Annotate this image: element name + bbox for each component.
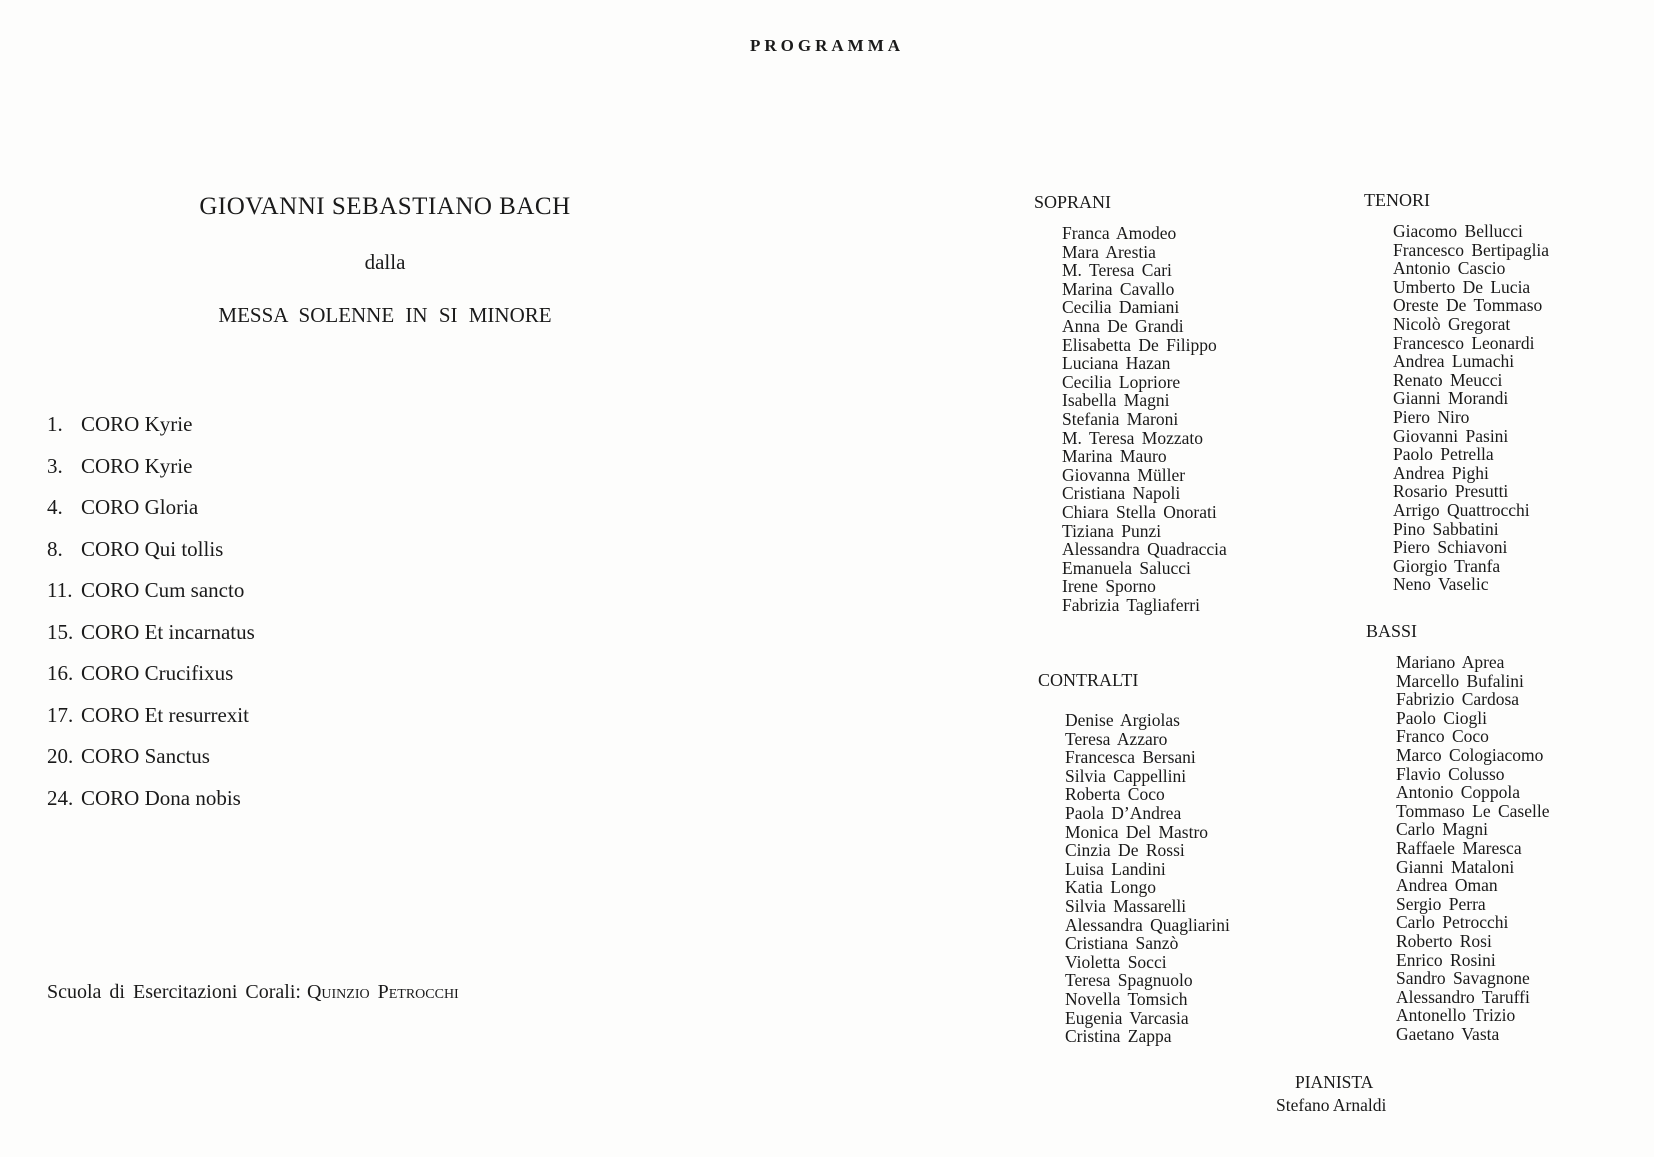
list-item: Elisabetta De Filippo bbox=[1062, 334, 1217, 355]
list-item: Renato Meucci bbox=[1393, 369, 1503, 390]
list-item: Alessandra Quagliarini bbox=[1065, 914, 1230, 935]
list-item: Francesca Bersani bbox=[1065, 747, 1196, 768]
movement-text: CORO Cum sancto bbox=[81, 578, 245, 602]
section-heading-pianista: PIANISTA bbox=[1295, 1072, 1374, 1092]
list-item: Luciana Hazan bbox=[1062, 353, 1171, 374]
movement-item bbox=[47, 495, 255, 537]
list-item: Giovanna Müller bbox=[1062, 464, 1186, 485]
movement-text: CORO Sanctus bbox=[81, 744, 210, 768]
list-item: Irene Sporno bbox=[1062, 576, 1156, 597]
list-item: Gaetano Vasta bbox=[1396, 1023, 1500, 1044]
list-item: Teresa Spagnuolo bbox=[1065, 970, 1193, 991]
list-item: Violetta Socci bbox=[1065, 951, 1167, 972]
movement-item bbox=[47, 786, 255, 828]
list-item: Pino Sabbatini bbox=[1393, 518, 1499, 539]
list-item: Sergio Perra bbox=[1396, 893, 1486, 914]
list-item: Fabrizio Cardosa bbox=[1396, 689, 1520, 710]
composer-name: GIOVANNI SEBASTIANO BACH bbox=[199, 193, 571, 220]
pianist-name: Stefano Arnaldi bbox=[1276, 1095, 1387, 1115]
list-item: Cecilia Lopriore bbox=[1062, 371, 1181, 392]
list-item: Andrea Lumachi bbox=[1393, 351, 1515, 372]
list-item: Neno Vaselic bbox=[1393, 574, 1489, 595]
list-item: Cristiana Napoli bbox=[1062, 483, 1181, 504]
list-item: Tommaso Le Caselle bbox=[1396, 800, 1550, 821]
list-item: Antonio Cascio bbox=[1393, 258, 1506, 279]
movement-number: 11. bbox=[47, 578, 73, 602]
movement-item bbox=[47, 703, 255, 745]
list-item: Francesco Bertipaglia bbox=[1393, 239, 1550, 260]
list-item: Giovanni Pasini bbox=[1393, 425, 1509, 446]
movement-text: CORO Kyrie bbox=[81, 412, 193, 436]
list-item: Sandro Savagnone bbox=[1396, 968, 1530, 989]
list-item: Alessandra Quadraccia bbox=[1062, 539, 1227, 560]
movement-text: CORO Crucifixus bbox=[81, 661, 234, 685]
list-item: Tiziana Punzi bbox=[1062, 520, 1162, 541]
list-item: Arrigo Quattrocchi bbox=[1393, 499, 1530, 520]
list-item: Emanuela Salucci bbox=[1062, 557, 1191, 578]
list-item: Stefania Maroni bbox=[1062, 408, 1179, 429]
movement-text: CORO Et incarnatus bbox=[81, 619, 255, 644]
movement-number: 15. bbox=[47, 619, 74, 644]
list-item: Katia Longo bbox=[1065, 877, 1156, 898]
movement-item bbox=[47, 620, 255, 662]
movement-text: CORO Kyrie bbox=[81, 453, 193, 478]
list-item: Mariano Aprea bbox=[1396, 652, 1505, 672]
list-item: Antonio Coppola bbox=[1396, 782, 1521, 803]
list-item: Fabrizia Tagliaferri bbox=[1062, 594, 1200, 615]
list-item: Andrea Pighi bbox=[1393, 462, 1489, 483]
list-item: Teresa Azzaro bbox=[1065, 728, 1168, 749]
movement-item bbox=[47, 537, 255, 579]
list-item: Paolo Ciogli bbox=[1396, 707, 1487, 728]
name-list-contralti bbox=[1065, 711, 1230, 1046]
section-heading-tenori: TENORI bbox=[1364, 190, 1430, 210]
list-item: Roberta Coco bbox=[1065, 784, 1165, 805]
list-item: Raffaele Maresca bbox=[1396, 837, 1522, 858]
list-item: Chiara Stella Onorati bbox=[1062, 501, 1217, 522]
list-item: Andrea Oman bbox=[1396, 875, 1498, 896]
section-heading-soprani: SOPRANI bbox=[1034, 192, 1112, 212]
page-title: PROGRAMMA bbox=[749, 36, 905, 55]
list-item: Franca Amodeo bbox=[1062, 223, 1177, 243]
list-item: Mara Arestia bbox=[1062, 241, 1156, 262]
name-list-bassi bbox=[1396, 653, 1550, 1043]
list-item: M. Teresa Cari bbox=[1062, 260, 1172, 281]
movement-list bbox=[47, 412, 255, 827]
list-item: Francesco Leonardi bbox=[1393, 332, 1535, 353]
list-item: Cristiana Sanzò bbox=[1065, 933, 1179, 954]
list-item: Eugenia Varcasia bbox=[1065, 1007, 1189, 1028]
movement-item bbox=[47, 578, 255, 620]
name-list-tenori bbox=[1393, 222, 1549, 594]
list-item: Flavio Colusso bbox=[1396, 763, 1505, 784]
list-item: Giacomo Bellucci bbox=[1393, 221, 1523, 241]
list-item: Gianni Mataloni bbox=[1396, 856, 1515, 877]
movement-item bbox=[47, 744, 255, 786]
list-item: Gianni Morandi bbox=[1393, 388, 1509, 409]
list-item: Silvia Cappellini bbox=[1065, 765, 1187, 786]
name-list-soprani bbox=[1062, 224, 1227, 614]
list-item: Giorgio Tranfa bbox=[1393, 555, 1501, 576]
list-item: M. Teresa Mozzato bbox=[1062, 427, 1204, 448]
list-item: Monica Del Mastro bbox=[1065, 821, 1209, 842]
movement-number: 16. bbox=[47, 661, 74, 685]
list-item: Silvia Massarelli bbox=[1065, 895, 1187, 916]
movement-number: 20. bbox=[47, 744, 74, 768]
list-item: Cinzia De Rossi bbox=[1065, 840, 1185, 861]
movement-number: 24. bbox=[47, 785, 74, 810]
school-director: Quinzio Petrocchi bbox=[306, 981, 459, 1003]
list-item: Carlo Petrocchi bbox=[1396, 912, 1509, 933]
list-item: Luisa Landini bbox=[1065, 858, 1166, 879]
movement-item bbox=[47, 454, 255, 496]
list-item: Paolo Petrella bbox=[1393, 444, 1494, 465]
list-item: Piero Niro bbox=[1393, 406, 1470, 427]
list-item: Roberto Rosi bbox=[1396, 930, 1492, 951]
movement-text: CORO Et resurrexit bbox=[81, 702, 249, 727]
list-item: Nicolò Gregorat bbox=[1393, 313, 1511, 334]
list-item: Marco Cologiacomo bbox=[1396, 744, 1544, 765]
school-label: Scuola di Esercitazioni Corali: bbox=[47, 981, 301, 1003]
section-heading-bassi: BASSI bbox=[1366, 621, 1418, 641]
movement-text: CORO Gloria bbox=[81, 495, 199, 519]
list-item: Rosario Presutti bbox=[1393, 481, 1509, 502]
movement-number: 17. bbox=[47, 702, 74, 727]
list-item: Anna De Grandi bbox=[1062, 315, 1184, 336]
list-item: Alessandro Taruffi bbox=[1396, 986, 1530, 1007]
movement-number: 3. bbox=[47, 453, 63, 478]
list-item: Cristina Zappa bbox=[1065, 1026, 1172, 1047]
list-item: Paola D’Andrea bbox=[1065, 802, 1182, 823]
list-item: Enrico Rosini bbox=[1396, 949, 1496, 970]
list-item: Marina Cavallo bbox=[1062, 278, 1175, 299]
list-item: Antonello Trizio bbox=[1396, 1005, 1516, 1026]
list-item: Umberto De Lucia bbox=[1393, 276, 1531, 297]
list-item: Denise Argiolas bbox=[1065, 710, 1180, 730]
list-item: Isabella Magni bbox=[1062, 390, 1170, 411]
list-item: Marcello Bufalini bbox=[1396, 670, 1524, 691]
list-item: Piero Schiavoni bbox=[1393, 537, 1508, 558]
school-credit bbox=[47, 981, 459, 1004]
work-title: MESSA SOLENNE IN SI MINORE bbox=[218, 303, 552, 327]
list-item: Oreste De Tommaso bbox=[1393, 295, 1543, 316]
list-item: Marina Mauro bbox=[1062, 446, 1167, 467]
list-item: Franco Coco bbox=[1396, 726, 1489, 747]
movement-number: 8. bbox=[47, 536, 63, 561]
list-item: Novella Tomsich bbox=[1065, 988, 1188, 1009]
list-item: Carlo Magni bbox=[1396, 819, 1488, 840]
movement-text: CORO Dona nobis bbox=[81, 785, 241, 810]
from-label: dalla bbox=[364, 250, 406, 274]
movement-number: 1. bbox=[47, 412, 63, 436]
list-item: Cecilia Damiani bbox=[1062, 297, 1180, 318]
section-heading-contralti: CONTRALTI bbox=[1038, 670, 1139, 690]
movement-text: CORO Qui tollis bbox=[81, 536, 224, 561]
movement-item bbox=[47, 412, 255, 454]
movement-item bbox=[47, 661, 255, 703]
movement-number: 4. bbox=[47, 495, 63, 519]
